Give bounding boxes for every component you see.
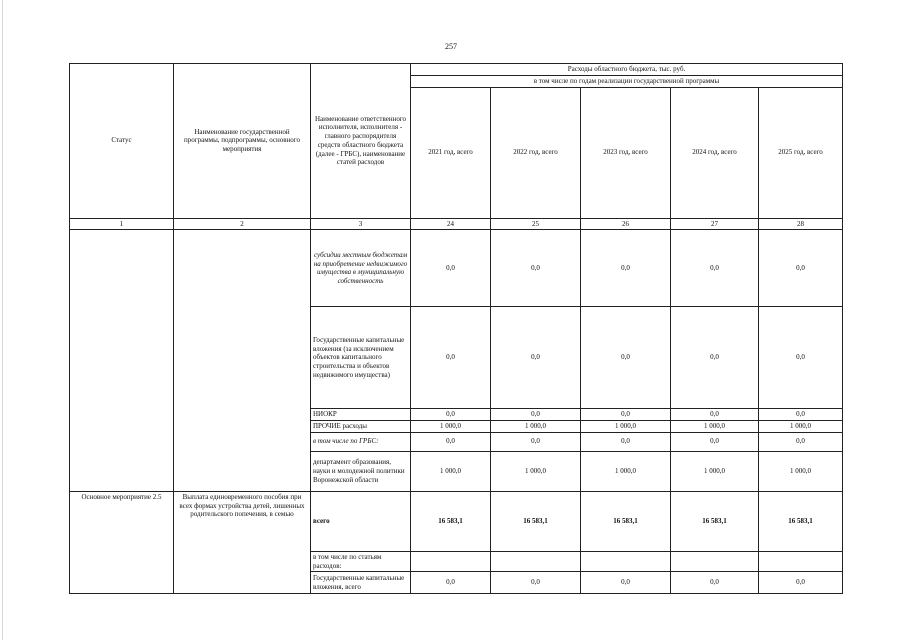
event-status: Основное мероприятие 2.5 (70, 491, 174, 594)
column-index: 2 (174, 218, 311, 230)
value-cell: 1 000,0 (411, 451, 491, 491)
header-program-name: Наименование государственной программы, подпрограммы, основного мероприятия (174, 64, 311, 219)
value-cell: 1 000,0 (671, 421, 759, 433)
value-cell: 0,0 (411, 307, 491, 409)
value-cell: 0,0 (581, 572, 671, 594)
value-cell: 0,0 (759, 432, 843, 451)
value-cell: 16 583,1 (411, 491, 491, 551)
header-year: 2024 год, всего (671, 87, 759, 218)
value-cell: 0,0 (671, 432, 759, 451)
column-index: 3 (311, 218, 411, 230)
header-year: 2021 год, всего (411, 87, 491, 218)
expense-label: всего (311, 491, 411, 551)
value-cell: 0,0 (581, 307, 671, 409)
expense-label: департамент образования, науки и молодежной политики Воронежской области (311, 451, 411, 491)
page-number: 257 (445, 42, 457, 51)
expense-label: НИОКР (311, 409, 411, 421)
header-status: Статус (70, 64, 174, 219)
value-cell: 16 583,1 (671, 491, 759, 551)
expense-label: в том числе по ГРБС: (311, 432, 411, 451)
value-cell (411, 551, 491, 572)
value-cell (671, 551, 759, 572)
value-cell: 16 583,1 (491, 491, 581, 551)
column-index: 26 (581, 218, 671, 230)
expense-label: в том числе по статьям расходов: (311, 551, 411, 572)
value-cell: 0,0 (411, 572, 491, 594)
value-cell (581, 551, 671, 572)
column-index: 24 (411, 218, 491, 230)
value-cell: 16 583,1 (581, 491, 671, 551)
value-cell: 1 000,0 (491, 451, 581, 491)
header-executor: Наименование ответственного исполнителя, исполнителя - главного распорядителя средств областного бюджета (далее - ГРБС), наименование статей расходов (311, 64, 411, 219)
value-cell: 0,0 (491, 432, 581, 451)
column-index: 25 (491, 218, 581, 230)
value-cell: 0,0 (671, 230, 759, 307)
value-cell: 1 000,0 (491, 421, 581, 433)
header-by-years: в том числе по годам реализации государственной программы (411, 75, 843, 87)
value-cell: 0,0 (491, 409, 581, 421)
expense-label: ПРОЧИЕ расходы (311, 421, 411, 433)
header-year: 2023 год, всего (581, 87, 671, 218)
expense-label: Государственные капитальные вложения (за исключением объектов капитального строительства и объектов недвижимого имущества) (311, 307, 411, 409)
value-cell: 0,0 (581, 432, 671, 451)
column-index: 1 (70, 218, 174, 230)
value-cell: 1 000,0 (671, 451, 759, 491)
value-cell: 0,0 (581, 409, 671, 421)
value-cell: 0,0 (759, 307, 843, 409)
value-cell (759, 551, 843, 572)
value-cell: 0,0 (759, 572, 843, 594)
value-cell: 1 000,0 (581, 451, 671, 491)
value-cell (491, 551, 581, 572)
value-cell: 0,0 (411, 230, 491, 307)
value-cell: 0,0 (411, 432, 491, 451)
status-cell-empty (70, 230, 174, 492)
value-cell: 0,0 (491, 230, 581, 307)
value-cell: 0,0 (411, 409, 491, 421)
value-cell: 1 000,0 (759, 451, 843, 491)
column-index: 28 (759, 218, 843, 230)
value-cell: 0,0 (671, 409, 759, 421)
value-cell: 1 000,0 (411, 421, 491, 433)
header-year: 2025 год, всего (759, 87, 843, 218)
value-cell: 16 583,1 (759, 491, 843, 551)
expense-label: Государственные капитальные вложения, всего (311, 572, 411, 594)
value-cell: 0,0 (671, 307, 759, 409)
expense-label: субсидии местным бюджетам на приобретение недвижимого имущества в муниципальную собственность (311, 230, 411, 307)
value-cell: 1 000,0 (581, 421, 671, 433)
scan-edge-line (2, 0, 3, 640)
value-cell: 0,0 (759, 230, 843, 307)
column-index: 27 (671, 218, 759, 230)
value-cell: 0,0 (491, 572, 581, 594)
value-cell: 0,0 (491, 307, 581, 409)
budget-table (69, 63, 843, 594)
value-cell: 1 000,0 (759, 421, 843, 433)
value-cell: 0,0 (671, 572, 759, 594)
value-cell: 0,0 (581, 230, 671, 307)
value-cell: 0,0 (759, 409, 843, 421)
header-year: 2022 год, всего (491, 87, 581, 218)
program-cell-empty (174, 230, 311, 492)
event-name: Выплата единовременного пособия при всех формах устройства детей, лишенных родительского попечения, в семью (174, 491, 311, 594)
header-budget-title: Расходы областного бюджета, тыс. руб. (411, 64, 843, 76)
